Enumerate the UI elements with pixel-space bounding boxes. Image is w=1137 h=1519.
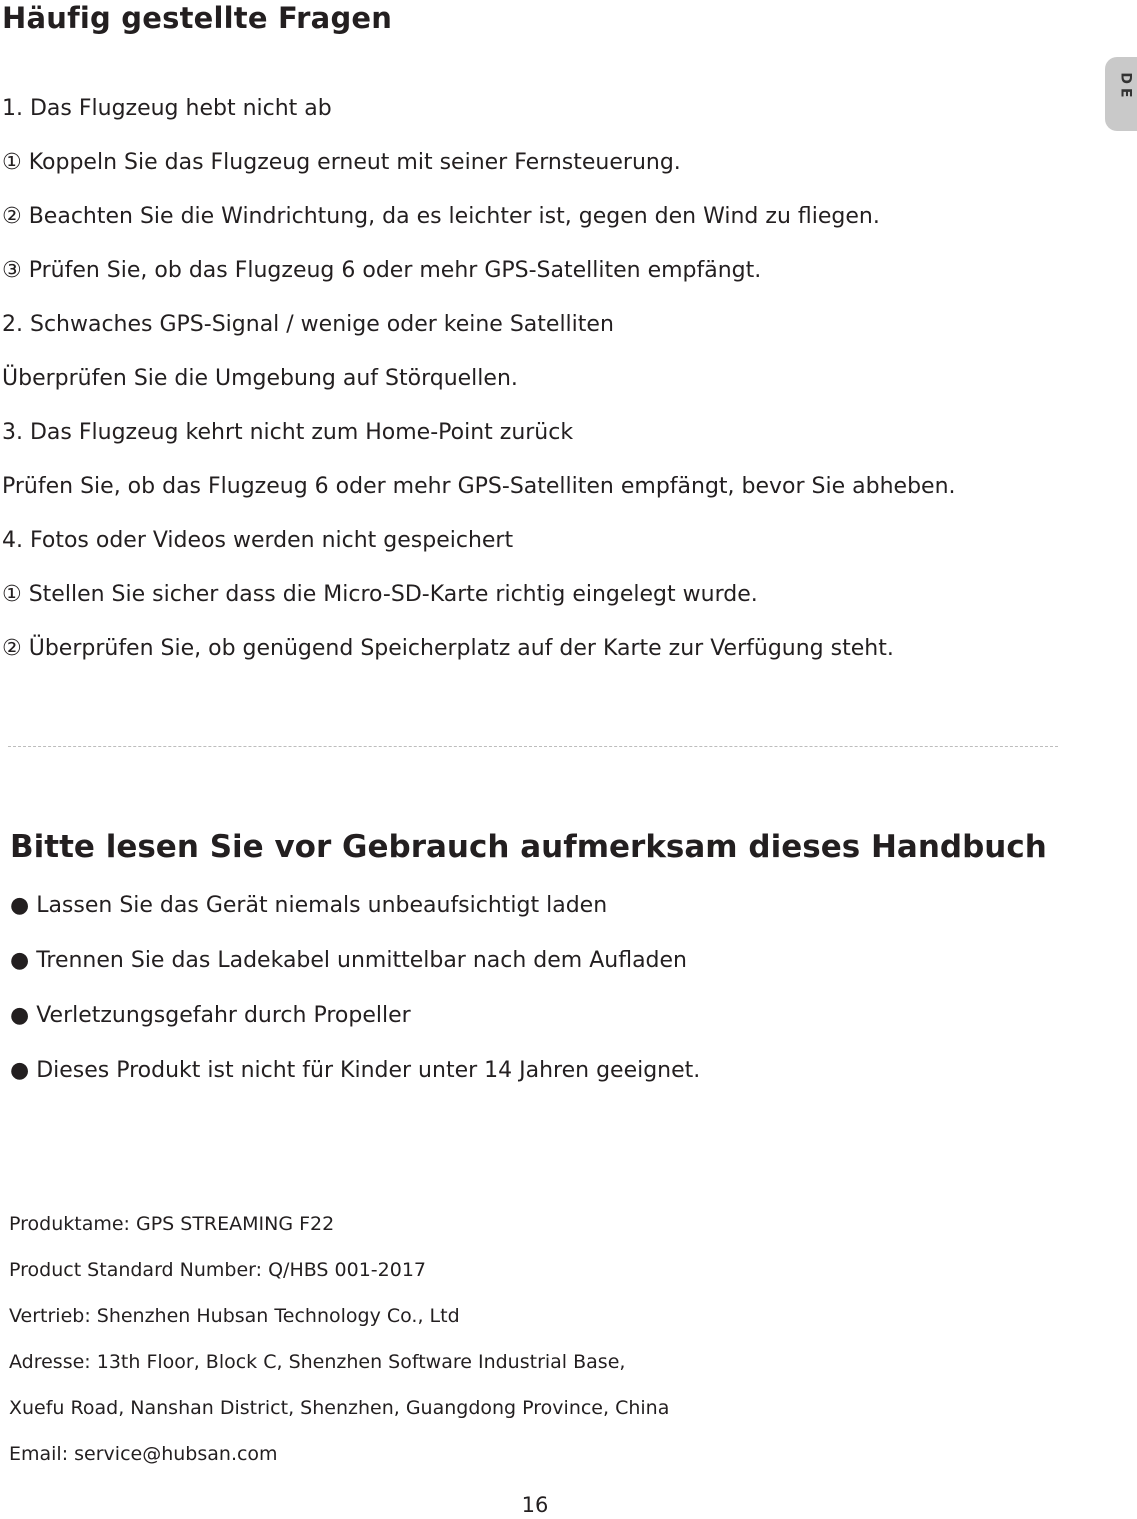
dashed-divider: [8, 746, 1058, 747]
distributor: Vertrieb: Shenzhen Hubsan Technology Co., Ltd: [9, 1305, 460, 1327]
faq-answer: Prüfen Sie, ob das Flugzeug 6 oder mehr GPS-Satelliten empfängt, bevor Sie abheben.: [2, 474, 956, 499]
faq-answer: ① Stellen Sie sicher dass die Micro-SD-Karte richtig eingelegt wurde.: [2, 582, 758, 607]
faq-list: [2, 82, 1082, 676]
warning-item: ● Trennen Sie das Ladekabel unmittelbar nach dem Aufladen: [10, 948, 688, 973]
product-name: Produktame: GPS STREAMING F22: [9, 1213, 335, 1235]
faq-answer: ② Überprüfen Sie, ob genügend Speicherplatz auf der Karte zur Verfügung steht.: [2, 636, 894, 661]
language-tab-label: DE: [1117, 72, 1134, 102]
address-line-2: Xuefu Road, Nanshan District, Shenzhen, Guangdong Province, China: [9, 1397, 670, 1419]
warning-item: ● Verletzungsgefahr durch Propeller: [10, 1003, 411, 1028]
faq-question: 3. Das Flugzeug kehrt nicht zum Home-Point zurück: [2, 420, 574, 445]
warnings-title: Bitte lesen Sie vor Gebrauch aufmerksam dieses Handbuch: [10, 829, 1047, 865]
address-line-1: Adresse: 13th Floor, Block C, Shenzhen Software Industrial Base,: [9, 1351, 626, 1373]
faq-question: 1. Das Flugzeug hebt nicht ab: [2, 96, 332, 121]
product-info: [9, 1201, 669, 1477]
warning-item: ● Dieses Produkt ist nicht für Kinder unter 14 Jahren geeignet.: [10, 1058, 701, 1083]
faq-question: 4. Fotos oder Videos werden nicht gespeichert: [2, 528, 514, 553]
faq-answer: ③ Prüfen Sie, ob das Flugzeug 6 oder mehr GPS-Satelliten empfängt.: [2, 258, 762, 283]
page-title: Häufig gestellte Fragen: [2, 1, 393, 35]
page-number: 16: [521, 1493, 549, 1517]
product-standard-number: Product Standard Number: Q/HBS 001-2017: [9, 1259, 427, 1281]
warning-item: ● Lassen Sie das Gerät niemals unbeaufsichtigt laden: [10, 893, 608, 918]
email: Email: service@hubsan.com: [9, 1443, 278, 1465]
faq-answer: ② Beachten Sie die Windrichtung, da es leichter ist, gegen den Wind zu fliegen.: [2, 204, 880, 229]
language-tab: [1105, 57, 1137, 131]
faq-answer: ① Koppeln Sie das Flugzeug erneut mit seiner Fernsteuerung.: [2, 150, 681, 175]
faq-answer: Überprüfen Sie die Umgebung auf Störquellen.: [2, 366, 518, 391]
faq-question: 2. Schwaches GPS-Signal / wenige oder keine Satelliten: [2, 312, 614, 337]
warnings-list: [10, 878, 700, 1098]
